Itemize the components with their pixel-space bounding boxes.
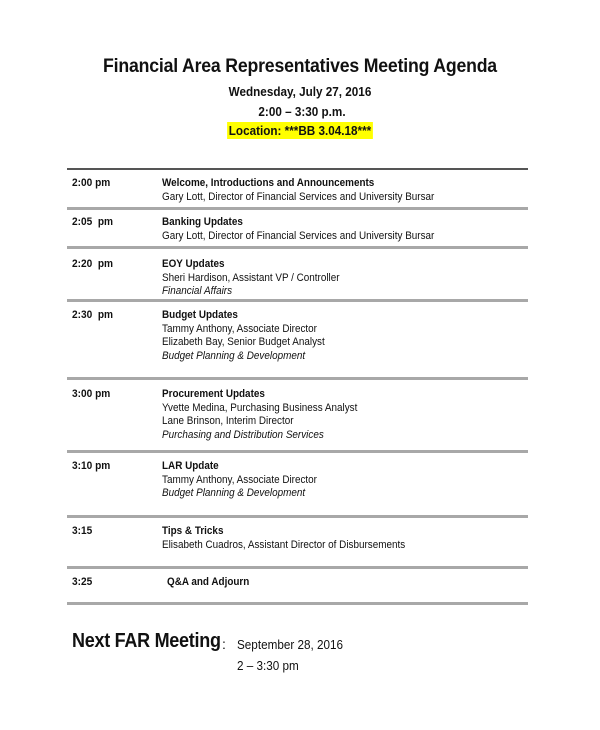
agenda-department: Purchasing and Distribution Services xyxy=(162,428,324,441)
agenda-content xyxy=(162,216,434,243)
divider xyxy=(67,515,528,518)
agenda-content xyxy=(162,460,317,501)
agenda-topic: Procurement Updates xyxy=(162,388,265,400)
divider xyxy=(67,566,528,569)
agenda-content xyxy=(162,177,434,204)
agenda-presenter: Sheri Hardison, Assistant VP / Controller xyxy=(162,271,340,284)
agenda-department: Budget Planning & Development xyxy=(162,487,306,499)
agenda-content xyxy=(162,388,357,442)
agenda-time: 3:15 xyxy=(72,525,93,537)
divider xyxy=(67,246,528,249)
agenda-topic: Welcome, Introductions and Announcements xyxy=(162,177,375,189)
next-meeting-date: September 28, 2016 xyxy=(237,637,344,652)
meeting-date: Wednesday, July 27, 2016 xyxy=(228,84,372,99)
agenda-topic: Banking Updates xyxy=(162,216,243,228)
divider xyxy=(67,450,528,453)
agenda-time: 2:30 pm xyxy=(72,309,114,321)
agenda-presenter: Tammy Anthony, Associate Director xyxy=(162,322,317,335)
agenda-time: 3:00 pm xyxy=(72,388,111,400)
meeting-location xyxy=(30,123,570,138)
agenda-presenter: Tammy Anthony, Associate Director xyxy=(162,473,317,486)
agenda-presenter: Yvette Medina, Purchasing Business Analyst xyxy=(162,401,358,414)
agenda-presenter: Gary Lott, Director of Financial Services and University Bursar xyxy=(162,190,435,203)
document-title: Financial Area Representatives Meeting Agenda xyxy=(103,56,497,77)
agenda-presenter: Elizabeth Bay, Senior Budget Analyst xyxy=(162,336,325,348)
agenda-content xyxy=(162,258,340,299)
divider xyxy=(67,377,528,380)
divider-top xyxy=(67,168,528,170)
agenda-content xyxy=(162,309,325,363)
agenda-time: 3:25 xyxy=(72,576,93,588)
agenda-content xyxy=(167,576,249,590)
agenda-presenter: Gary Lott, Director of Financial Services and University Bursar xyxy=(162,229,435,242)
agenda-department: Financial Affairs xyxy=(162,285,233,297)
divider-bottom xyxy=(67,602,528,605)
agenda-topic: Q&A and Adjourn xyxy=(167,576,250,588)
agenda-department: Budget Planning & Development xyxy=(162,349,306,362)
location-highlight: Location: ***BB 3.04.18*** xyxy=(228,123,372,138)
next-meeting-label: Next FAR Meeting xyxy=(72,630,221,652)
agenda-topic: Tips & Tricks xyxy=(162,525,224,537)
agenda-topic: EOY Updates xyxy=(162,258,225,270)
divider xyxy=(67,299,528,302)
agenda-time: 2:00 pm xyxy=(72,177,111,189)
agenda-presenter: Lane Brinson, Interim Director xyxy=(162,415,294,427)
meeting-time: 2:00 – 3:30 p.m. xyxy=(258,104,346,119)
agenda-time: 2:20 pm xyxy=(72,258,114,270)
divider xyxy=(67,207,528,210)
agenda-content xyxy=(162,525,405,552)
agenda-time: 3:10 pm xyxy=(72,460,111,472)
agenda-presenter: Elisabeth Cuadros, Assistant Director of Disbursements xyxy=(162,538,406,551)
agenda-topic: LAR Update xyxy=(162,460,219,472)
next-meeting-colon: : xyxy=(222,636,226,652)
next-meeting-time: 2 – 3:30 pm xyxy=(237,658,299,673)
agenda-time: 2:05 pm xyxy=(72,216,114,228)
agenda-topic: Budget Updates xyxy=(162,309,238,321)
